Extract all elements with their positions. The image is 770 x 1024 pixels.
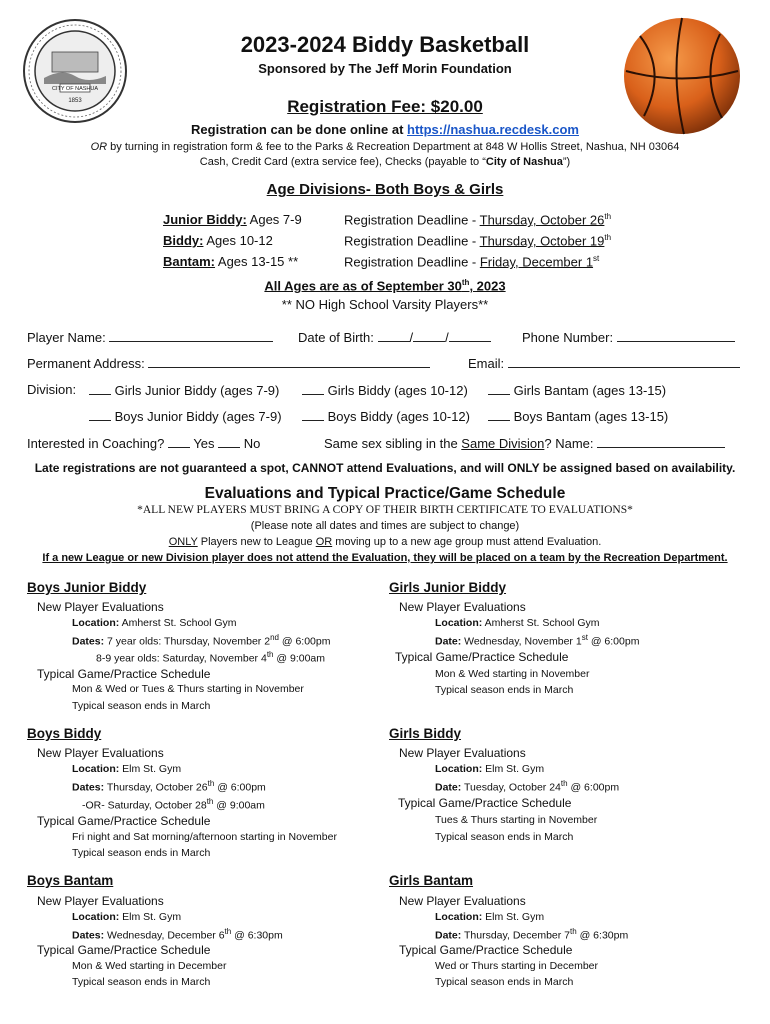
svg-text:1853: 1853 xyxy=(68,98,82,104)
boys-biddy-typical-label: Typical Game/Practice Schedule xyxy=(37,814,211,828)
boys-biddy-dates: Dates: Thursday, October 26th @ 6:00pm xyxy=(72,779,266,794)
girls-bantam-title: Girls Bantam xyxy=(389,873,474,888)
late-registration-note: Late registrations are not guaranteed a spot, CANNOT attend Evaluations, and will ONLY be assigned based on availability. xyxy=(34,461,736,475)
boys-junior-dates: Dates: 7 year olds: Thursday, November 2nd @ 6:00pm xyxy=(72,633,331,648)
phone-field[interactable]: Phone Number: xyxy=(522,329,735,345)
online-registration: Registration can be done online at https://nashua.recdesk.com xyxy=(191,122,579,137)
boys-biddy-season-end: Typical season ends in March xyxy=(72,847,211,859)
deadline-junior: Registration Deadline - Thursday, October 26th xyxy=(344,212,612,228)
in-person-registration: OR by turning in registration form & fee to the Parks & Recreation Department at 848 W Hollis Street, Nashua, NH 03064 xyxy=(90,141,680,153)
girls-biddy-typical-label: Typical Game/Practice Schedule xyxy=(398,796,572,810)
svg-text:CITY OF NASHUA: CITY OF NASHUA xyxy=(51,86,99,92)
option-boys-bantam[interactable]: Boys Bantam (ages 13-15) xyxy=(488,408,668,424)
division-row-bantam: Bantam: Ages 13-15 ** xyxy=(163,254,299,269)
ages-as-of: All Ages are as of September 30th, 2023 xyxy=(264,278,506,294)
option-girls-bantam[interactable]: Girls Bantam (ages 13-15) xyxy=(488,382,666,398)
boys-junior-typical-label: Typical Game/Practice Schedule xyxy=(37,667,211,681)
boys-bantam-location: Location: Elm St. Gym xyxy=(72,911,182,923)
boys-bantam-eval-label: New Player Evaluations xyxy=(37,894,164,908)
girls-junior-season-end: Typical season ends in March xyxy=(435,684,574,696)
girls-junior-location: Location: Amherst St. School Gym xyxy=(435,617,600,629)
dob-field[interactable]: Date of Birth: / / xyxy=(298,329,491,345)
birth-certificate-note: *ALL NEW PLAYERS MUST BRING A COPY OF THEIR BIRTH CERTIFICATE TO EVALUATIONS* xyxy=(137,504,633,516)
boys-junior-dates-2: 8-9 year olds: Saturday, November 4th @ 9:00am xyxy=(96,650,325,665)
girls-bantam-location: Location: Elm St. Gym xyxy=(435,911,545,923)
option-girls-biddy[interactable]: Girls Biddy (ages 10-12) xyxy=(302,382,468,398)
boys-bantam-schedule: Mon & Wed starting in December xyxy=(72,960,227,972)
girls-junior-typical-label: Typical Game/Practice Schedule xyxy=(395,650,569,664)
placement-warning: If a new League or new Division player does not attend the Evaluation, they will be placed on a team by the Recreation Department. xyxy=(42,552,728,564)
boys-junior-season-end: Typical season ends in March xyxy=(72,700,211,712)
varsity-note: ** NO High School Varsity Players** xyxy=(281,297,489,312)
boys-biddy-title: Boys Biddy xyxy=(27,726,102,741)
coaching-field[interactable]: Interested in Coaching? Yes No xyxy=(27,436,261,451)
girls-bantam-date: Date: Thursday, December 7th @ 6:30pm xyxy=(435,927,629,942)
boys-bantam-season-end: Typical season ends in March xyxy=(72,976,211,988)
boys-biddy-dates-2: -OR- Saturday, October 28th @ 9:00am xyxy=(82,797,265,812)
boys-biddy-eval-label: New Player Evaluations xyxy=(37,746,164,760)
girls-junior-title: Girls Junior Biddy xyxy=(389,580,507,595)
page-title: 2023-2024 Biddy Basketball xyxy=(240,32,530,57)
girls-biddy-title: Girls Biddy xyxy=(389,726,462,741)
girls-junior-date: Date: Wednesday, November 1st @ 6:00pm xyxy=(435,633,640,648)
option-boys-junior[interactable]: Boys Junior Biddy (ages 7-9) xyxy=(89,408,282,424)
option-boys-biddy[interactable]: Boys Biddy (ages 10-12) xyxy=(302,408,470,424)
girls-junior-schedule: Mon & Wed starting in November xyxy=(435,668,590,680)
evaluations-title: Evaluations and Typical Practice/Game Schedule xyxy=(204,485,566,502)
boys-biddy-schedule: Fri night and Sat morning/afternoon starting in November xyxy=(72,831,337,843)
deadline-biddy: Registration Deadline - Thursday, October 19th xyxy=(344,233,612,249)
boys-bantam-typical-label: Typical Game/Practice Schedule xyxy=(37,943,211,957)
girls-bantam-schedule: Wed or Thurs starting in December xyxy=(435,960,599,972)
boys-bantam-title: Boys Bantam xyxy=(27,873,114,888)
option-girls-junior[interactable]: Girls Junior Biddy (ages 7-9) xyxy=(89,382,279,398)
email-field[interactable]: Email: xyxy=(468,355,740,371)
boys-biddy-location: Location: Elm St. Gym xyxy=(72,763,182,775)
age-divisions-title: Age Divisions- Both Boys & Girls xyxy=(266,181,504,198)
girls-bantam-eval-label: New Player Evaluations xyxy=(399,894,526,908)
fee-title: Registration Fee: $20.00 xyxy=(287,97,483,116)
division-row-junior: Junior Biddy: Ages 7-9 xyxy=(163,212,302,227)
girls-biddy-season-end: Typical season ends in March xyxy=(435,831,574,843)
boys-junior-title: Boys Junior Biddy xyxy=(27,580,147,595)
girls-junior-eval-label: New Player Evaluations xyxy=(399,600,526,614)
payment-methods: Cash, Credit Card (extra service fee), Checks (payable to “City of Nashua”) xyxy=(199,156,571,168)
address-field[interactable]: Permanent Address: xyxy=(27,355,430,371)
division-label: Division: xyxy=(27,382,77,397)
recdesk-link[interactable]: https://nashua.recdesk.com xyxy=(407,122,579,137)
boys-junior-eval-label: New Player Evaluations xyxy=(37,600,164,614)
boys-junior-schedule: Mon & Wed or Tues & Thurs starting in November xyxy=(72,683,304,695)
must-attend-note: ONLY Players new to League OR moving up to a new age group must attend Evaluation. xyxy=(168,536,602,548)
girls-biddy-location: Location: Elm St. Gym xyxy=(435,763,545,775)
girls-biddy-schedule: Tues & Thurs starting in November xyxy=(435,814,598,826)
boys-junior-location: Location: Amherst St. School Gym xyxy=(72,617,237,629)
player-name-field[interactable]: Player Name: xyxy=(27,329,273,345)
deadline-bantam: Registration Deadline - Friday, December 1st xyxy=(344,254,600,270)
girls-bantam-season-end: Typical season ends in March xyxy=(435,976,574,988)
girls-biddy-eval-label: New Player Evaluations xyxy=(399,746,526,760)
sponsor-line: Sponsored by The Jeff Morin Foundation xyxy=(258,61,512,76)
girls-biddy-date: Date: Tuesday, October 24th @ 6:00pm xyxy=(435,779,620,794)
subject-to-change-note: (Please note all dates and times are subject to change) xyxy=(250,520,520,532)
sibling-field[interactable]: Same sex sibling in the Same Division? Name: xyxy=(324,435,725,451)
boys-bantam-dates: Dates: Wednesday, December 6th @ 6:30pm xyxy=(72,927,283,942)
girls-bantam-typical-label: Typical Game/Practice Schedule xyxy=(399,943,573,957)
division-row-biddy: Biddy: Ages 10-12 xyxy=(163,233,273,248)
